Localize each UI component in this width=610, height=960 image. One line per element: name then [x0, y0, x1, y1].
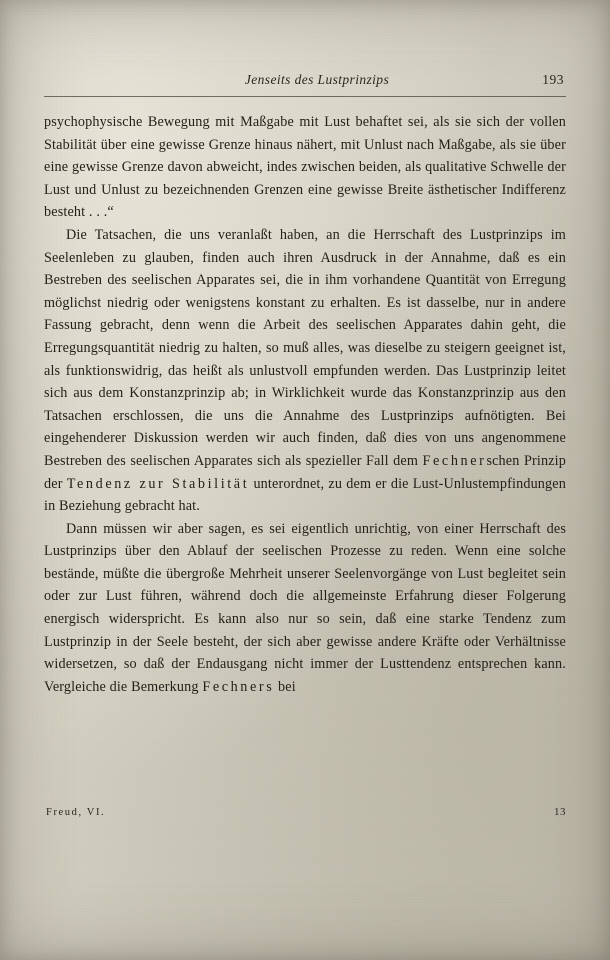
page-number: 193 [542, 72, 564, 87]
signature-mark: Freud, VI. [46, 807, 106, 818]
body-text [44, 111, 566, 698]
sheet-number: 13 [554, 806, 566, 818]
paragraph-3 [44, 518, 566, 699]
paragraph-2-mid: schen Prinzip der [44, 452, 566, 492]
paragraph-2 [44, 224, 566, 518]
paragraph-3-tail: bei [274, 678, 296, 695]
header-rule [44, 96, 566, 97]
page-content [44, 72, 566, 698]
page-header [44, 72, 566, 88]
paragraph-1: psychophysische Bewegung mit Maßgabe mit Lust behaftet sei, als sie sich der vollen Stabilität über eine gewisse Grenze hinaus nähert, mit Unlust nach Maßgabe, als sie über eine gewisse Grenze davon abweicht, indes zwischen beiden, als qualitative Schwelle der Lust und Unlust zu bezeichnenden Grenzen eine gewisse Breite ästhetischer Indifferenz besteht . . .“ [44, 114, 566, 221]
emphasis-fechners: Fechners [202, 678, 275, 695]
emphasis-fechner: Fechner [422, 452, 487, 469]
paragraph-2-lead: Die Tatsachen, die uns veranlaßt haben, an die Herrschaft des Lustprinzips im Seelenleben zu glauben, finden auch ihren Ausdruck in der Annahme, daß es ein Bestreben des seelischen Apparates sei, die in ihm vorhandene Quantität von Erregung möglichst niedrig oder wenigstens konstant zu erhalten. Es ist dasselbe, nur in andere Fassung gebracht, denn wenn die Arbeit des seelischen Apparates dahin geht, die Erregungsquantität niedrig zu halten, so muß alles, was dieselbe zu steigern geeignet ist, als funktionswidrig, das heißt als unlustvoll empfunden werden. Das Lustprinzip leitet sich aus dem Konstanzprinzip ab; in Wirklichkeit wurde das Konstanzprinzip aus den Tatsachen erschlossen, die uns die Annahme des Lustprinzips aufnötigten. Bei eingehenderer Diskussion werden wir auch finden, daß dies von uns angenommene Bestreben des seelischen Apparates sich als spezieller Fall dem [44, 226, 566, 469]
page-footer [46, 806, 566, 818]
paragraph-2-tail: unterordnet, zu dem er die Lust-Unlustempfindungen in Beziehung gebracht hat. [44, 475, 566, 515]
running-title: Jenseits des Lustprinzips [244, 72, 390, 87]
emphasis-tendenz-zur-stabilitaet: Tendenz zur Stabilität [66, 475, 250, 492]
paragraph-3-lead: Dann müssen wir aber sagen, es sei eigentlich unrichtig, von einer Herrschaft des Lustprinzips über den Ablauf der seelischen Prozesse zu reden. Wenn eine solche bestände, müßte die übergroße Mehrheit unserer Seelenvorgänge von Lust begleitet sein oder zur Lust führen, während doch die allgemeinste Erfahrung dieser Folgerung energisch widerspricht. Es kann also nur so sein, daß eine starke Tendenz zum Lustprinzip in der Seele besteht, der sich aber gewisse andere Kräfte oder Verhältnisse widersetzen, so daß der Endausgang nicht immer der Lusttendenz entsprechen kann. Vergleiche die Bemerkung [44, 520, 566, 695]
